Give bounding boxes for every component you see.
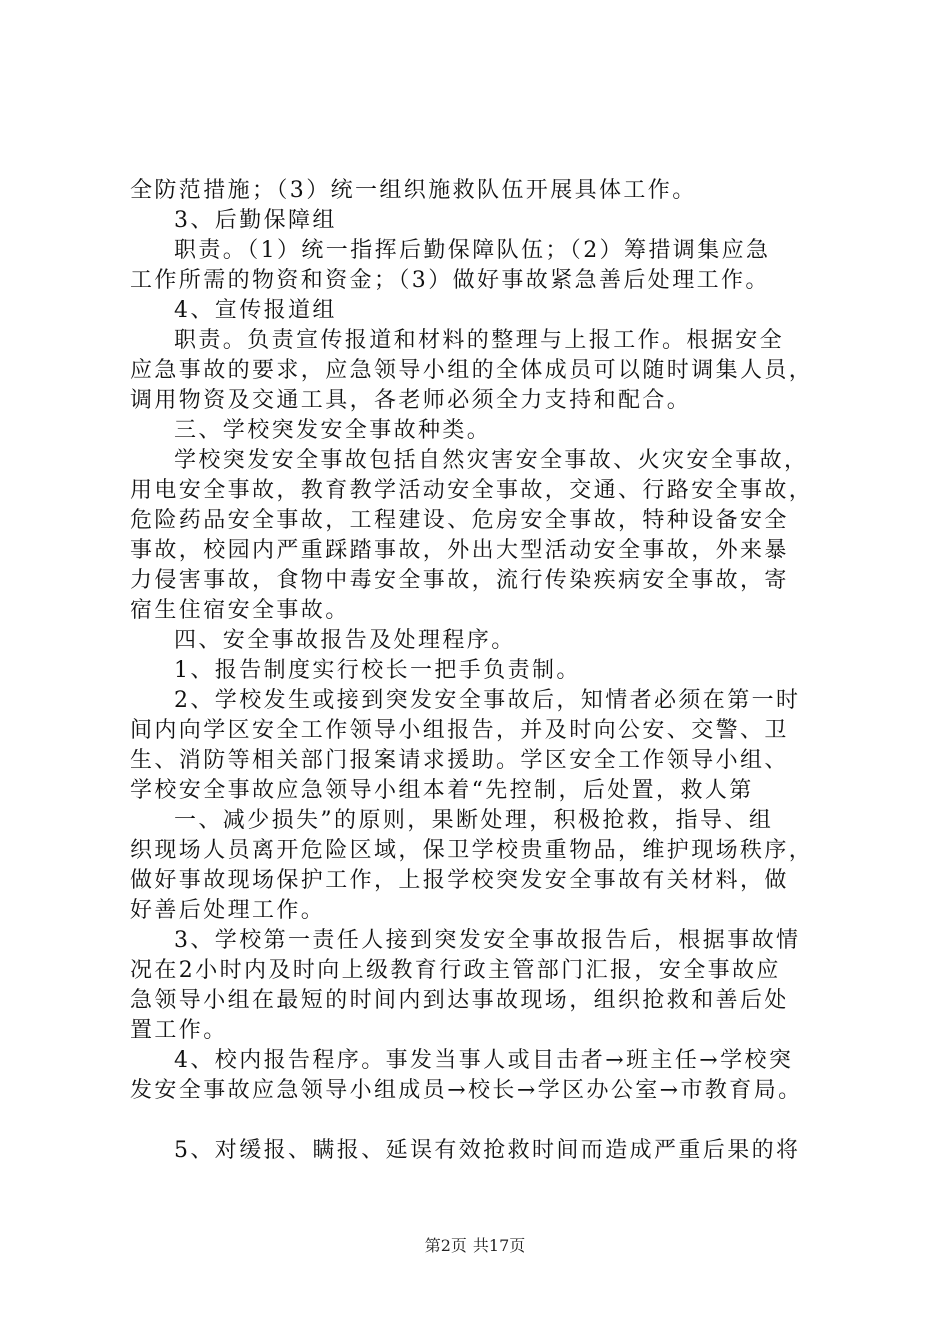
text-line: 做好事故现场保护工作，上报学校突发安全事故有关材料，做 <box>130 868 789 893</box>
text-line: 全防范措施；（3）统一组织施救队伍开展具体工作。 <box>130 178 697 203</box>
text-line: 学校突发安全事故包括自然灾害安全事故、火灾安全事故， <box>174 448 809 473</box>
text-line: 事故，校园内严重踩踏事故，外出大型活动安全事故，外来暴 <box>130 538 789 563</box>
text-line: 织现场人员离开危险区域，保卫学校贵重物品，维护现场秩序， <box>130 838 814 863</box>
text-line: 1、报告制度实行校长一把手负责制。 <box>174 658 581 683</box>
text-line: 置工作。 <box>130 1018 228 1043</box>
text-line: 生、消防等相关部门报案请求援助。学区安全工作领导小组、 <box>130 748 789 773</box>
text-line: 职责。（1）统一指挥后勤保障队伍；（2）筹措调集应急 <box>174 238 771 263</box>
section-heading: 4、宣传报道组 <box>174 298 337 323</box>
section-heading: 3、后勤保障组 <box>174 208 337 233</box>
text-line: 一、减少损失”的原则，果断处理，积极抢救，指导、组 <box>174 808 774 833</box>
text-line: 2、学校发生或接到突发安全事故后，知情者必须在第一时 <box>174 688 801 713</box>
text-line: 工作所需的物资和资金；（3）做好事故紧急善后处理工作。 <box>130 268 770 293</box>
page-total: 共17页 <box>472 1236 526 1255</box>
document-body <box>130 176 830 1166</box>
text-line: 4、校内报告程序。事发当事人或目击者→班主任→学校突 <box>174 1048 794 1073</box>
text-line: 5、对缓报、瞒报、延误有效抢救时间而造成严重后果的将 <box>174 1138 801 1163</box>
page-footer <box>0 1236 950 1256</box>
page-number: 第2页 <box>424 1236 467 1255</box>
text-line: 好善后处理工作。 <box>130 898 326 923</box>
text-line: 发安全事故应急领导小组成员→校长→学区办公室→市教育局。 <box>130 1078 803 1103</box>
text-line: 力侵害事故，食物中毒安全事故，流行传染疾病安全事故，寄 <box>130 568 789 593</box>
text-line: 危险药品安全事故，工程建设、危房安全事故，特种设备安全 <box>130 508 789 533</box>
text-line: 调用物资及交通工具，各老师必须全力支持和配合。 <box>130 388 692 413</box>
text-line: 3、学校第一责任人接到突发安全事故报告后，根据事故情 <box>174 928 801 953</box>
text-line: 况在2小时内及时向上级教育行政主管部门汇报，安全事故应 <box>130 958 781 983</box>
section-heading: 三、学校突发安全事故种类。 <box>174 418 492 443</box>
text-line: 学校安全事故应急领导小组本着“先控制，后处置，救人第 <box>130 778 754 803</box>
text-line: 急领导小组在最短的时间内到达事故现场，组织抢救和善后处 <box>130 988 789 1013</box>
text-line: 宿生住宿安全事故。 <box>130 598 350 623</box>
text-line: 间内向学区安全工作领导小组报告，并及时向公安、交警、卫 <box>130 718 789 743</box>
text-line: 用电安全事故，教育教学活动安全事故，交通、行路安全事故， <box>130 478 814 503</box>
text-line: 职责。负责宣传报道和材料的整理与上报工作。根据安全 <box>174 328 785 353</box>
text-line: 应急事故的要求，应急领导小组的全体成员可以随时调集人员， <box>130 358 814 383</box>
section-heading: 四、安全事故报告及处理程序。 <box>174 628 516 653</box>
